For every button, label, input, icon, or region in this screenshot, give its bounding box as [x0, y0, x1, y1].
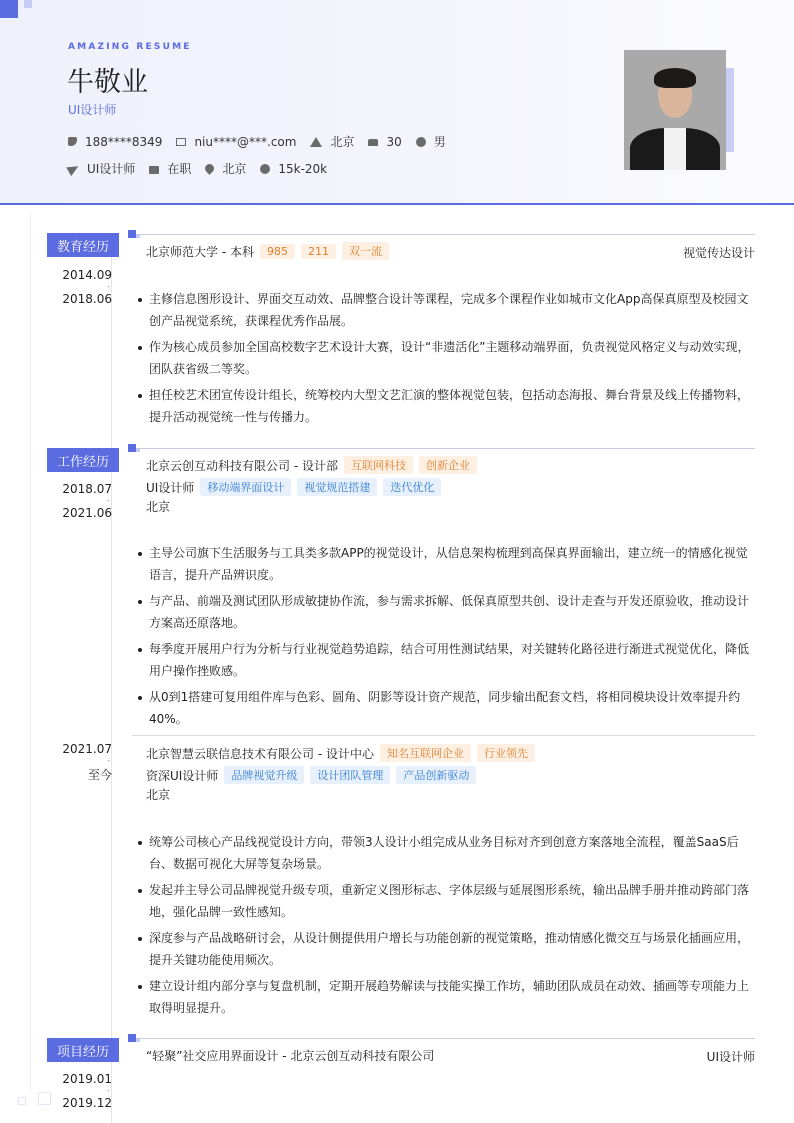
phone-icon	[68, 137, 77, 146]
footer-decoration	[18, 1097, 26, 1105]
job2-end-date: 至今	[87, 768, 112, 782]
position-tag: 迭代优化	[383, 478, 441, 496]
info-intent	[68, 160, 135, 177]
candidate-name: 牛敬业	[67, 67, 148, 98]
date-separator: -	[107, 1086, 110, 1095]
list-item: 主导公司旗下生活服务与工具类多款APP的视觉设计，从信息架构梳理到高保真界面输出，建立统一的情感化视觉语言，提升产品辨识度。	[136, 542, 750, 586]
home-text: 北京	[330, 135, 355, 149]
email-text: niu****@***.com	[194, 134, 297, 149]
job1-bullet-list	[136, 542, 750, 734]
list-item: 担任校艺术团宣传设计组长，统筹校内大型文艺汇演的整体视觉包装，包括动态海报、舞台背景及线上传播物料，提升活动视觉统一性与传播力。	[136, 384, 750, 428]
section-divider	[136, 1038, 755, 1039]
salary-text: 15k-20k	[278, 161, 328, 176]
info-gender	[416, 133, 446, 150]
section-marker	[128, 230, 136, 238]
school-tag: 211	[301, 244, 336, 259]
money-icon	[260, 164, 270, 174]
job2-bullet-list	[136, 831, 750, 1023]
position-tag: 移动端界面设计	[200, 478, 291, 496]
candidate-role: UI设计师	[68, 103, 117, 117]
edu-major: 视觉传达设计	[682, 246, 755, 260]
info-status	[149, 160, 191, 177]
school-tag: 双一流	[342, 242, 389, 260]
position-tag: 设计团队管理	[310, 766, 390, 784]
avatar-hair	[654, 68, 696, 88]
company-tag: 行业领先	[477, 744, 535, 762]
info-age	[368, 135, 401, 149]
section-marker	[128, 1034, 136, 1042]
info-phone	[68, 135, 162, 149]
job2-position-row	[146, 766, 476, 784]
job2-start-date: 2021.07	[62, 742, 112, 756]
list-item: 与产品、前端及测试团队形成敏捷协作流，参与需求拆解、低保真原型共创、设计走查与开发还原验收，推动设计方案高还原落地。	[136, 590, 750, 634]
gender-text: 男	[433, 135, 446, 149]
job-intent-row	[68, 160, 341, 177]
project-start-date: 2019.01	[62, 1072, 112, 1086]
job1-position-row	[146, 478, 441, 496]
section-divider	[136, 234, 755, 235]
position-tag: 品牌视觉升级	[224, 766, 304, 784]
location-icon	[203, 162, 216, 175]
list-item: 建立设计组内部分享与复盘机制，定期开展趋势解读与技能实操工作坊，辅助团队成员在动效、插画等专项能力上取得明显提升。	[136, 975, 750, 1019]
location-text: 北京	[222, 162, 247, 176]
date-separator: -	[107, 282, 110, 291]
company-tag: 创新企业	[419, 456, 477, 474]
date-separator: -	[107, 496, 110, 505]
avatar	[624, 50, 726, 170]
section-divider	[136, 448, 755, 449]
resume-tagline: AMAZING RESUME	[68, 42, 192, 52]
intent-text: UI设计师	[87, 162, 136, 176]
section-label-education: 教育经历	[47, 233, 119, 257]
home-icon	[310, 137, 322, 147]
company-tag: 互联网科技	[344, 456, 413, 474]
position-name: 资深UI设计师	[146, 768, 219, 783]
gender-icon	[416, 137, 426, 147]
section-label-work: 工作经历	[47, 448, 119, 472]
job-divider	[132, 735, 755, 736]
list-item: 作为核心成员参加全国高校数字艺术设计大赛，设计“非遗活化”主题移动端界面，负责视觉风格定义与动效实现，团队获省级二等奖。	[136, 336, 750, 380]
mail-icon	[176, 138, 186, 146]
resume-header	[0, 0, 794, 205]
status-text: 在职	[167, 162, 192, 176]
list-item: 每季度开展用户行为分析与行业视觉趋势追踪，结合可用性测试结果，对关键转化路径进行渐进式视觉优化，降低用户操作挫败感。	[136, 638, 750, 682]
list-item: 从0到1搭建可复用组件库与色彩、圆角、阴影等设计资产规范，同步输出配套文档，将相同模块设计效率提升约40%。	[136, 686, 750, 730]
info-email	[176, 135, 296, 149]
company-name: 北京智慧云联信息技术有限公司 - 设计中心	[146, 746, 374, 761]
project-role: UI设计师	[706, 1050, 755, 1064]
info-salary	[260, 162, 327, 176]
edu-end-date: 2018.06	[62, 292, 112, 306]
position-tag: 产品创新驱动	[396, 766, 476, 784]
list-item: 发起并主导公司品牌视觉升级专项，重新定义图形标志、字体层级与延展图形系统，输出品牌手册并推动跨部门落地，强化品牌一致性感知。	[136, 879, 750, 923]
list-item: 统筹公司核心产品线视觉设计方向，带领3人设计小组完成从业务目标对齐到创意方案落地全流程，覆盖SaaS后台、数据可视化大屏等复杂场景。	[136, 831, 750, 875]
job2-company-row	[146, 744, 535, 762]
contact-info-row	[68, 133, 460, 150]
list-item: 主修信息图形设计、界面交互动效、品牌整合设计等课程，完成多个课程作业如城市文化App高保真原型及校园文创产品视觉系统，获课程优秀作品展。	[136, 288, 750, 332]
job1-start-date: 2018.07	[62, 482, 112, 496]
left-rail-line	[30, 212, 31, 1092]
info-location	[205, 160, 246, 177]
project-title: “轻聚”社交应用界面设计 - 北京云创互动科技有限公司	[146, 1049, 435, 1063]
job1-company-row	[146, 456, 477, 474]
footer-decoration	[38, 1092, 51, 1105]
school-name: 北京师范大学 - 本科	[146, 244, 254, 259]
job1-city: 北京	[146, 500, 171, 514]
plane-icon	[66, 161, 81, 175]
corner-decoration-small	[24, 0, 32, 8]
school-tag: 985	[260, 244, 295, 259]
project-end-date: 2019.12	[62, 1096, 112, 1110]
list-item: 深度参与产品战略研讨会，从设计侧提供用户增长与功能创新的视觉策略，推动情感化微交互与场景化插画应用，提升关键功能使用频次。	[136, 927, 750, 971]
edu-start-date: 2014.09	[62, 268, 112, 282]
section-label-project: 项目经历	[47, 1038, 119, 1062]
company-name: 北京云创互动科技有限公司 - 设计部	[146, 458, 338, 473]
date-separator: -	[107, 756, 110, 765]
project-title-row	[146, 1047, 434, 1064]
info-home	[310, 133, 354, 150]
age-text: 30	[386, 134, 402, 149]
edu-bullet-list	[136, 288, 750, 432]
position-name: UI设计师	[146, 480, 195, 495]
job1-end-date: 2021.06	[62, 506, 112, 520]
section-marker	[128, 444, 136, 452]
avatar-shirt	[664, 128, 686, 170]
company-tag: 知名互联网企业	[380, 744, 471, 762]
edu-school-row	[146, 242, 389, 260]
corner-decoration	[0, 0, 18, 18]
phone-text: 188****8349	[85, 134, 163, 149]
briefcase-icon	[149, 166, 159, 174]
job2-city: 北京	[146, 788, 171, 802]
position-tag: 视觉规范搭建	[297, 478, 377, 496]
cake-icon	[368, 139, 378, 146]
timeline-rail	[111, 232, 112, 1123]
